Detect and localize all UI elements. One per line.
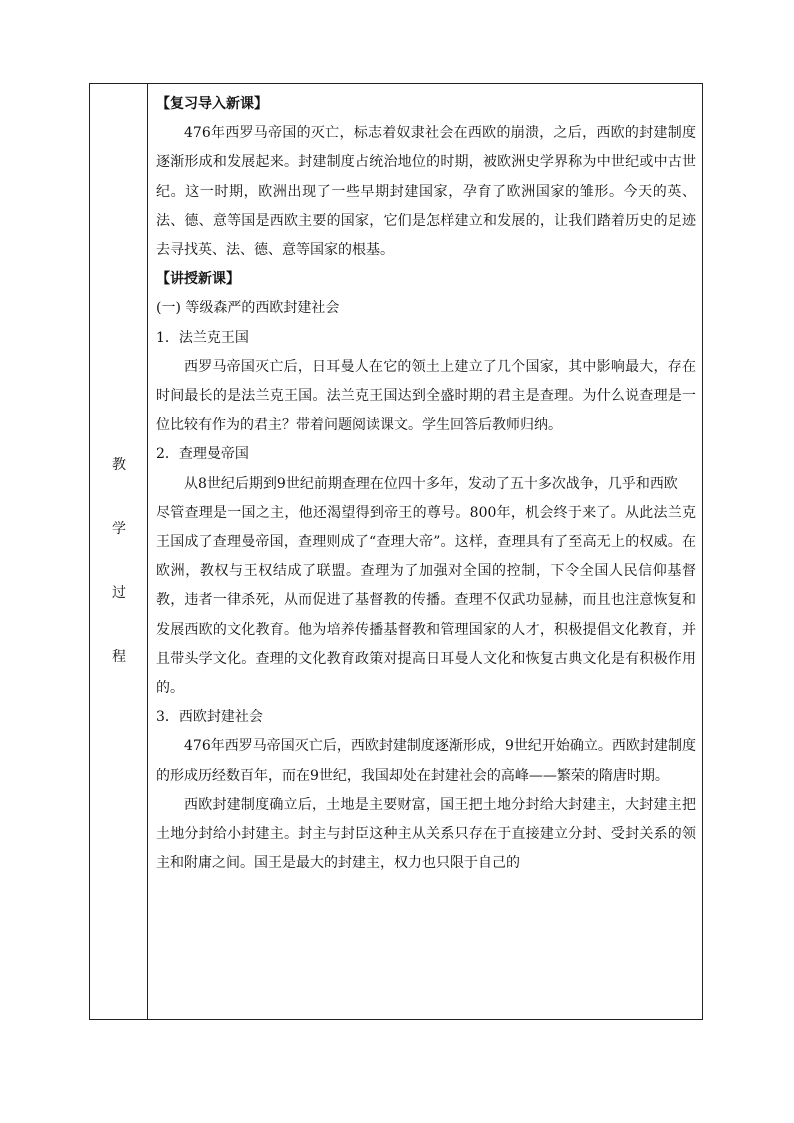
side-label — [90, 454, 148, 666]
item2-title: 2．查理曼帝国 — [156, 446, 249, 463]
item3-paragraph-a: 476年西罗马帝国灭亡后，西欧封建制度逐渐形成，9世纪开始确立。西欧封建制度的形成历经数百年，而在9世纪，我国却处在封建社会的高峰——繁荣的隋唐时期。 — [156, 738, 696, 784]
item1-paragraph: 西罗马帝国灭亡后，日耳曼人在它的领土上建立了几个国家，其中影响最大，存在时间最长的是法兰克王国。法兰克王国达到全盛时期的君主是查理。为什么说查理是一位比较有作为的君主？带着问题阅读课文。学生回答后教师归纳。 — [156, 358, 696, 434]
side-char: 教 — [112, 457, 126, 473]
review-heading: 【复习导入新课】 — [156, 96, 268, 112]
side-label-column — [90, 84, 148, 1019]
lesson-content — [156, 90, 696, 878]
item2-paragraph-b: 尽管查理是一国之主，他还渴望得到帝王的尊号。800年，机会终于来了。从此法兰克王国成了查理曼帝国，查理则成了“查理大帝”。这样，查理具有了至高无上的权威。在欧洲，教权与王权结成了联盟。查理为了加强对全国的控制，下令全国人民信仰基督教，违者一律杀死，从而促进了基督教的传播。查理不仅武功显赫，而且也注意恢复和发展西欧的文化教育。他为培养传播基督教和管理国家的人才，积极提倡文化教育，并且带头学文化。查理的文化教育政策对提高日耳曼人文化和恢复古典文化是有积极作用的。 — [156, 504, 696, 697]
part1-title: (一) 等级森严的西欧封建社会 — [156, 300, 340, 317]
side-char: 学 — [112, 521, 126, 537]
item1-title: 1．法兰克王国 — [156, 329, 249, 346]
side-char: 程 — [112, 649, 126, 665]
side-char: 过 — [112, 585, 126, 601]
item3-title: 3．西欧封建社会 — [156, 709, 263, 726]
lesson-table — [89, 83, 703, 1020]
item3-paragraph-b: 西欧封建制度确立后，土地是主要财富，国王把土地分封给大封建主，大封建主把土地分封给小封建主。封主与封臣这种主从关系只存在于直接建立分封、受封关系的领主和附庸之间。国王是最大的封建主，权力也只限于自己的 — [156, 796, 696, 872]
lecture-heading: 【讲授新课】 — [156, 271, 240, 288]
review-paragraph: 476年西罗马帝国的灭亡，标志着奴隶社会在西欧的崩溃，之后，西欧的封建制度逐渐形成和发展起来。封建制度占统治地位的时期，被欧洲史学界称为中世纪或中古世纪。这一时期，欧洲出现了一些早期封建国家，孕育了欧洲国家的雏形。今天的英、法、德、意等国是西欧主要的国家，它们是怎样建立和发展的，让我们踏着历史的足迹去寻找英、法、德、意等国家的根基。 — [156, 125, 696, 259]
item2-paragraph-a: 从8世纪后期到9世纪前期查理在位四十多年，发动了五十多次战争，几乎和西欧 — [184, 475, 678, 492]
